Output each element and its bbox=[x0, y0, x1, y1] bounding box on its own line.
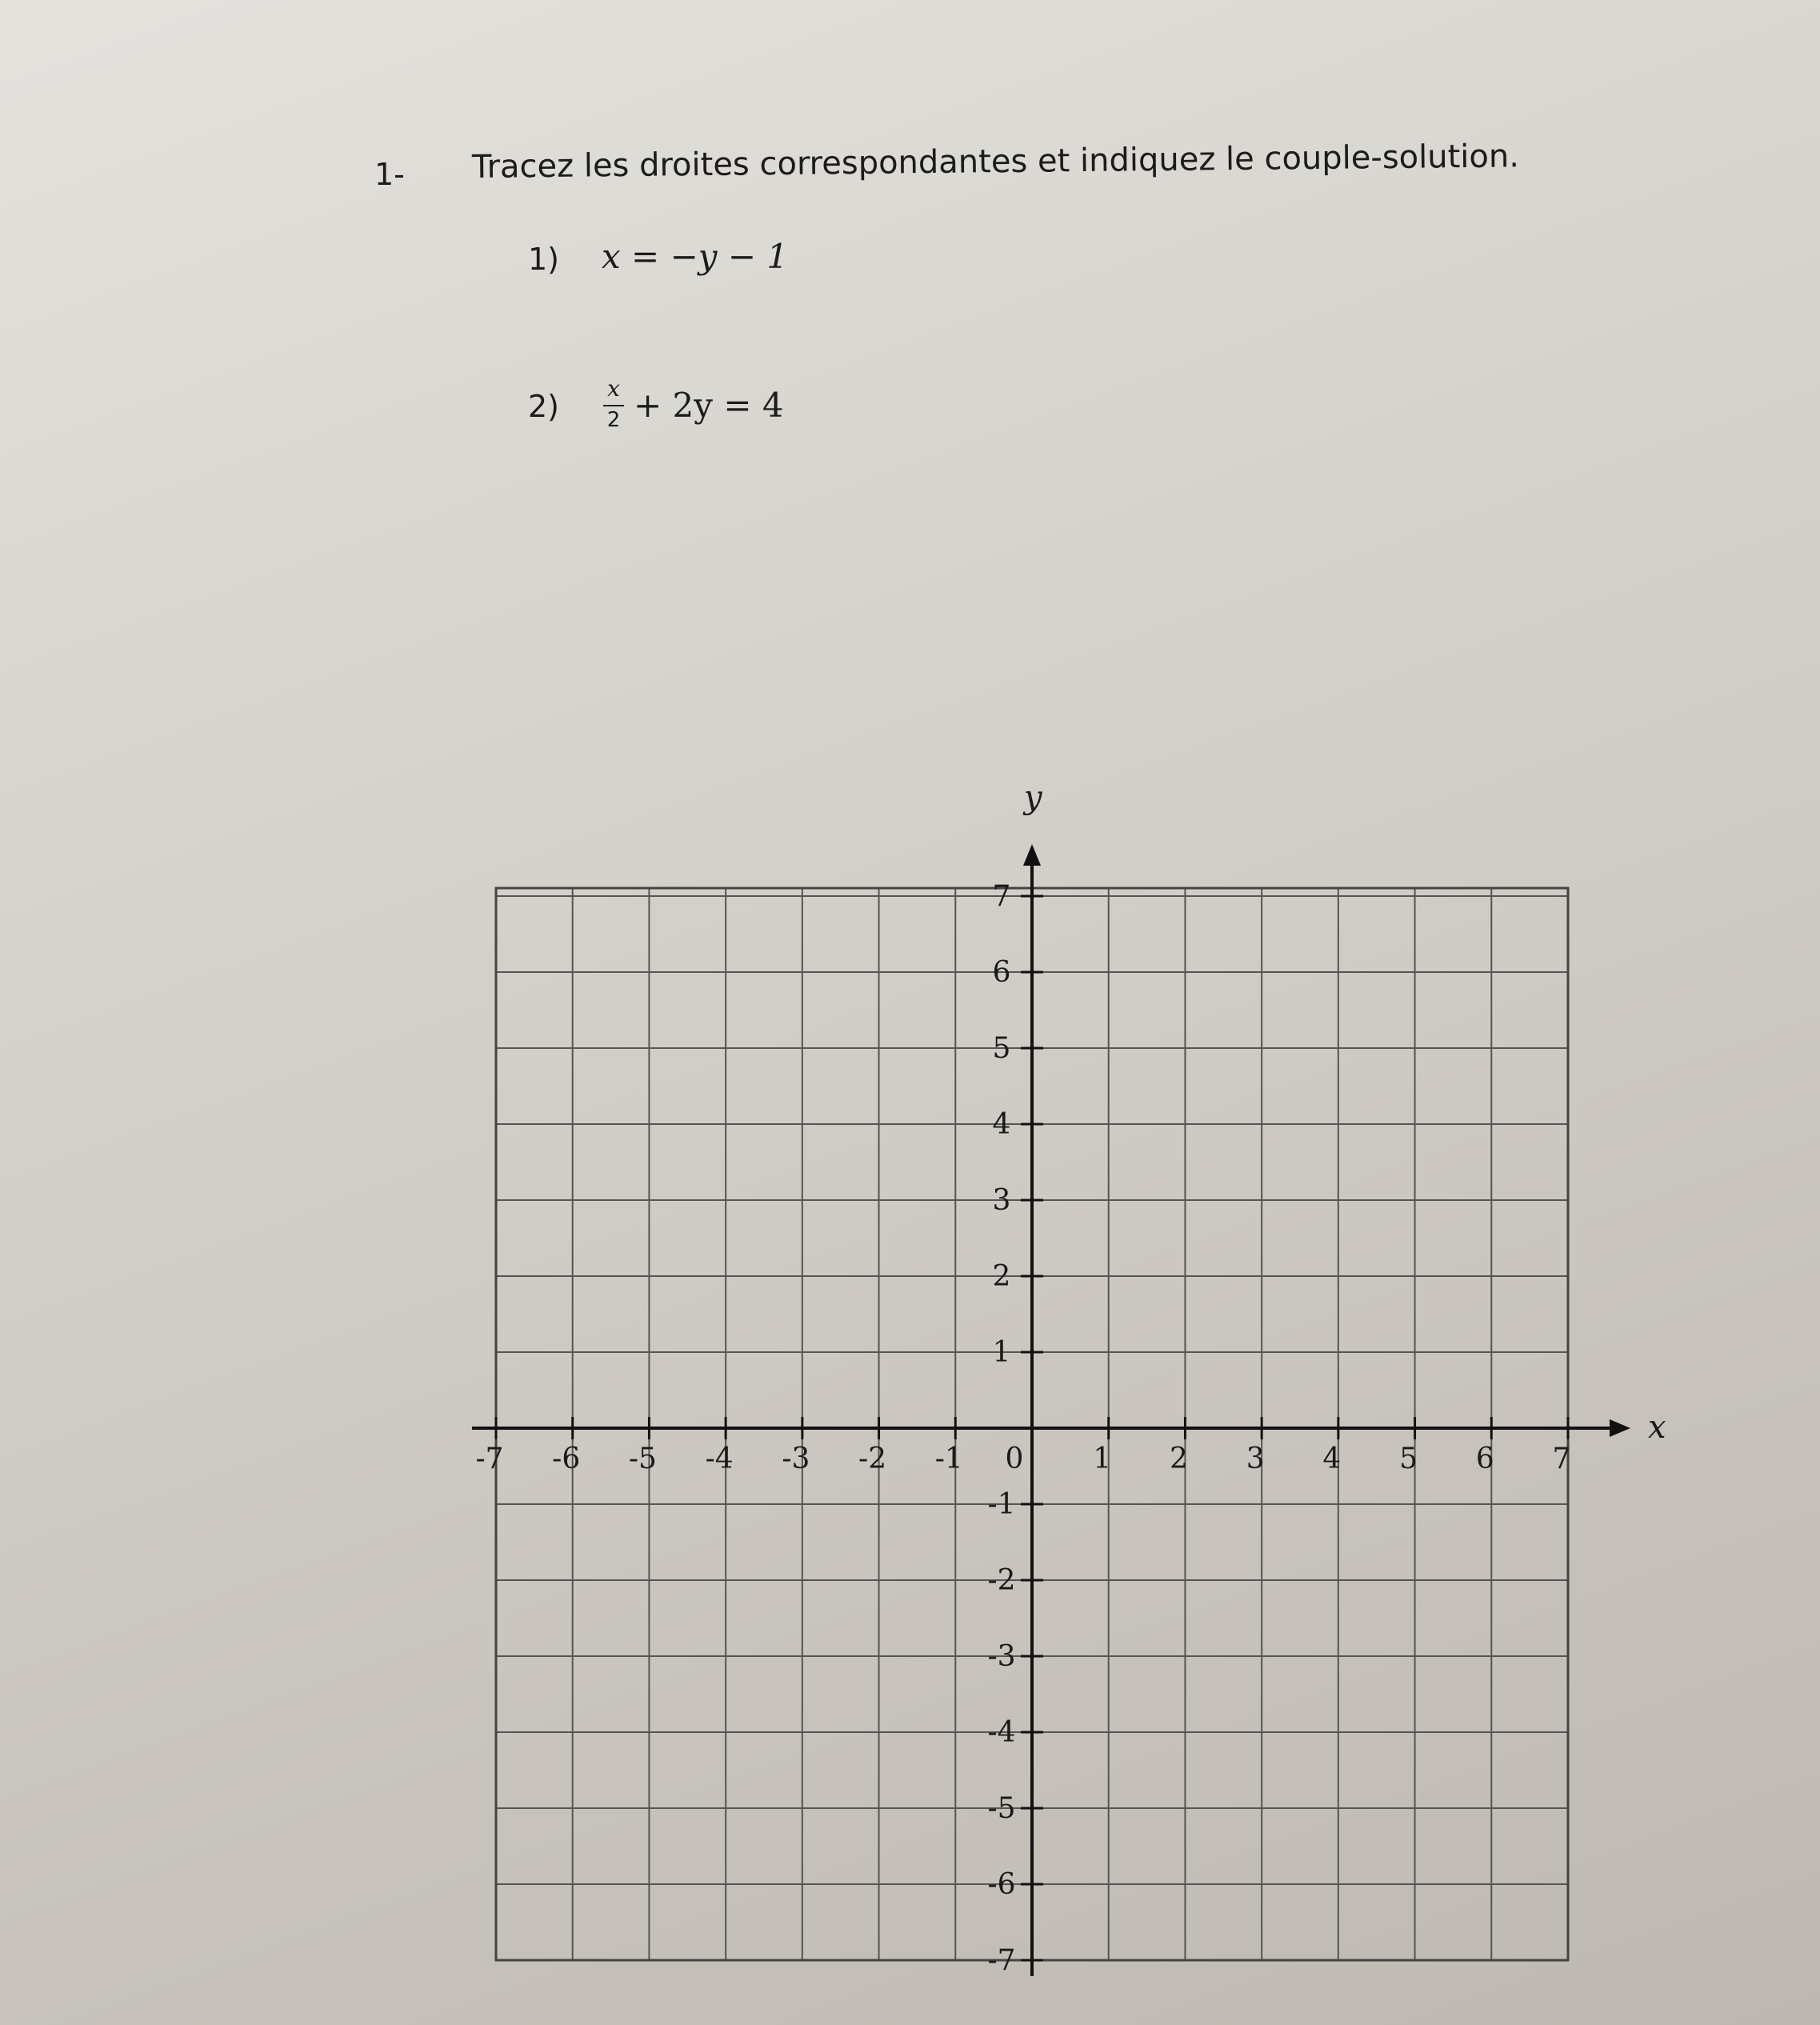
y-tick-label: -1 bbox=[987, 1488, 1016, 1521]
x-tick-label: -2 bbox=[858, 1443, 887, 1475]
x-tick-label: 0 bbox=[1005, 1443, 1024, 1475]
y-tick-label: 1 bbox=[992, 1336, 1011, 1369]
question-instruction: Tracez les droites correspondantes et indiquez le couple-solution. bbox=[471, 138, 1520, 186]
x-axis-arrow-icon bbox=[1610, 1419, 1630, 1437]
x-tick-label: 6 bbox=[1475, 1443, 1494, 1475]
y-tick-label: -2 bbox=[987, 1564, 1016, 1597]
y-tick-label: -7 bbox=[987, 1944, 1016, 1977]
x-tick-label: -4 bbox=[705, 1443, 734, 1475]
x-tick-label: -3 bbox=[782, 1443, 810, 1475]
y-tick-label: 4 bbox=[992, 1108, 1011, 1141]
y-tick-label: -5 bbox=[987, 1792, 1016, 1825]
x-tick-label: 7 bbox=[1552, 1443, 1571, 1475]
y-tick-label: 7 bbox=[992, 880, 1011, 913]
item-2-label: 2) bbox=[528, 389, 560, 424]
item-2-fraction-denominator: 2 bbox=[606, 408, 621, 432]
x-tick-label: 5 bbox=[1399, 1443, 1418, 1475]
x-tick-label: -6 bbox=[552, 1443, 581, 1475]
y-tick-label: -4 bbox=[987, 1716, 1016, 1749]
item-1-label: 1) bbox=[528, 242, 560, 277]
x-tick-label: 4 bbox=[1322, 1443, 1342, 1475]
y-tick-label: -3 bbox=[987, 1640, 1016, 1673]
x-tick-label: 3 bbox=[1246, 1443, 1265, 1475]
y-axis-label: y bbox=[1024, 779, 1042, 816]
x-tick-label: -7 bbox=[475, 1443, 504, 1475]
y-tick-label: 2 bbox=[992, 1260, 1011, 1293]
question-number: 1- bbox=[374, 157, 405, 192]
y-tick-label: 5 bbox=[992, 1032, 1011, 1065]
y-tick-label: 3 bbox=[992, 1184, 1011, 1217]
y-tick-label: -6 bbox=[987, 1868, 1016, 1901]
x-axis-label: x bbox=[1648, 1409, 1666, 1446]
item-2-fraction-numerator: x bbox=[607, 375, 620, 402]
y-axis-arrow-icon bbox=[1023, 844, 1041, 866]
x-tick-label: -1 bbox=[934, 1443, 963, 1475]
x-tick-label: 2 bbox=[1169, 1443, 1188, 1475]
item-1-equation: x = −y − 1 bbox=[602, 237, 789, 276]
x-tick-label: 1 bbox=[1093, 1443, 1112, 1475]
x-tick-label: -5 bbox=[628, 1443, 657, 1475]
y-tick-label: 6 bbox=[992, 956, 1011, 989]
item-2-equation-rest: + 2y = 4 bbox=[634, 386, 784, 425]
